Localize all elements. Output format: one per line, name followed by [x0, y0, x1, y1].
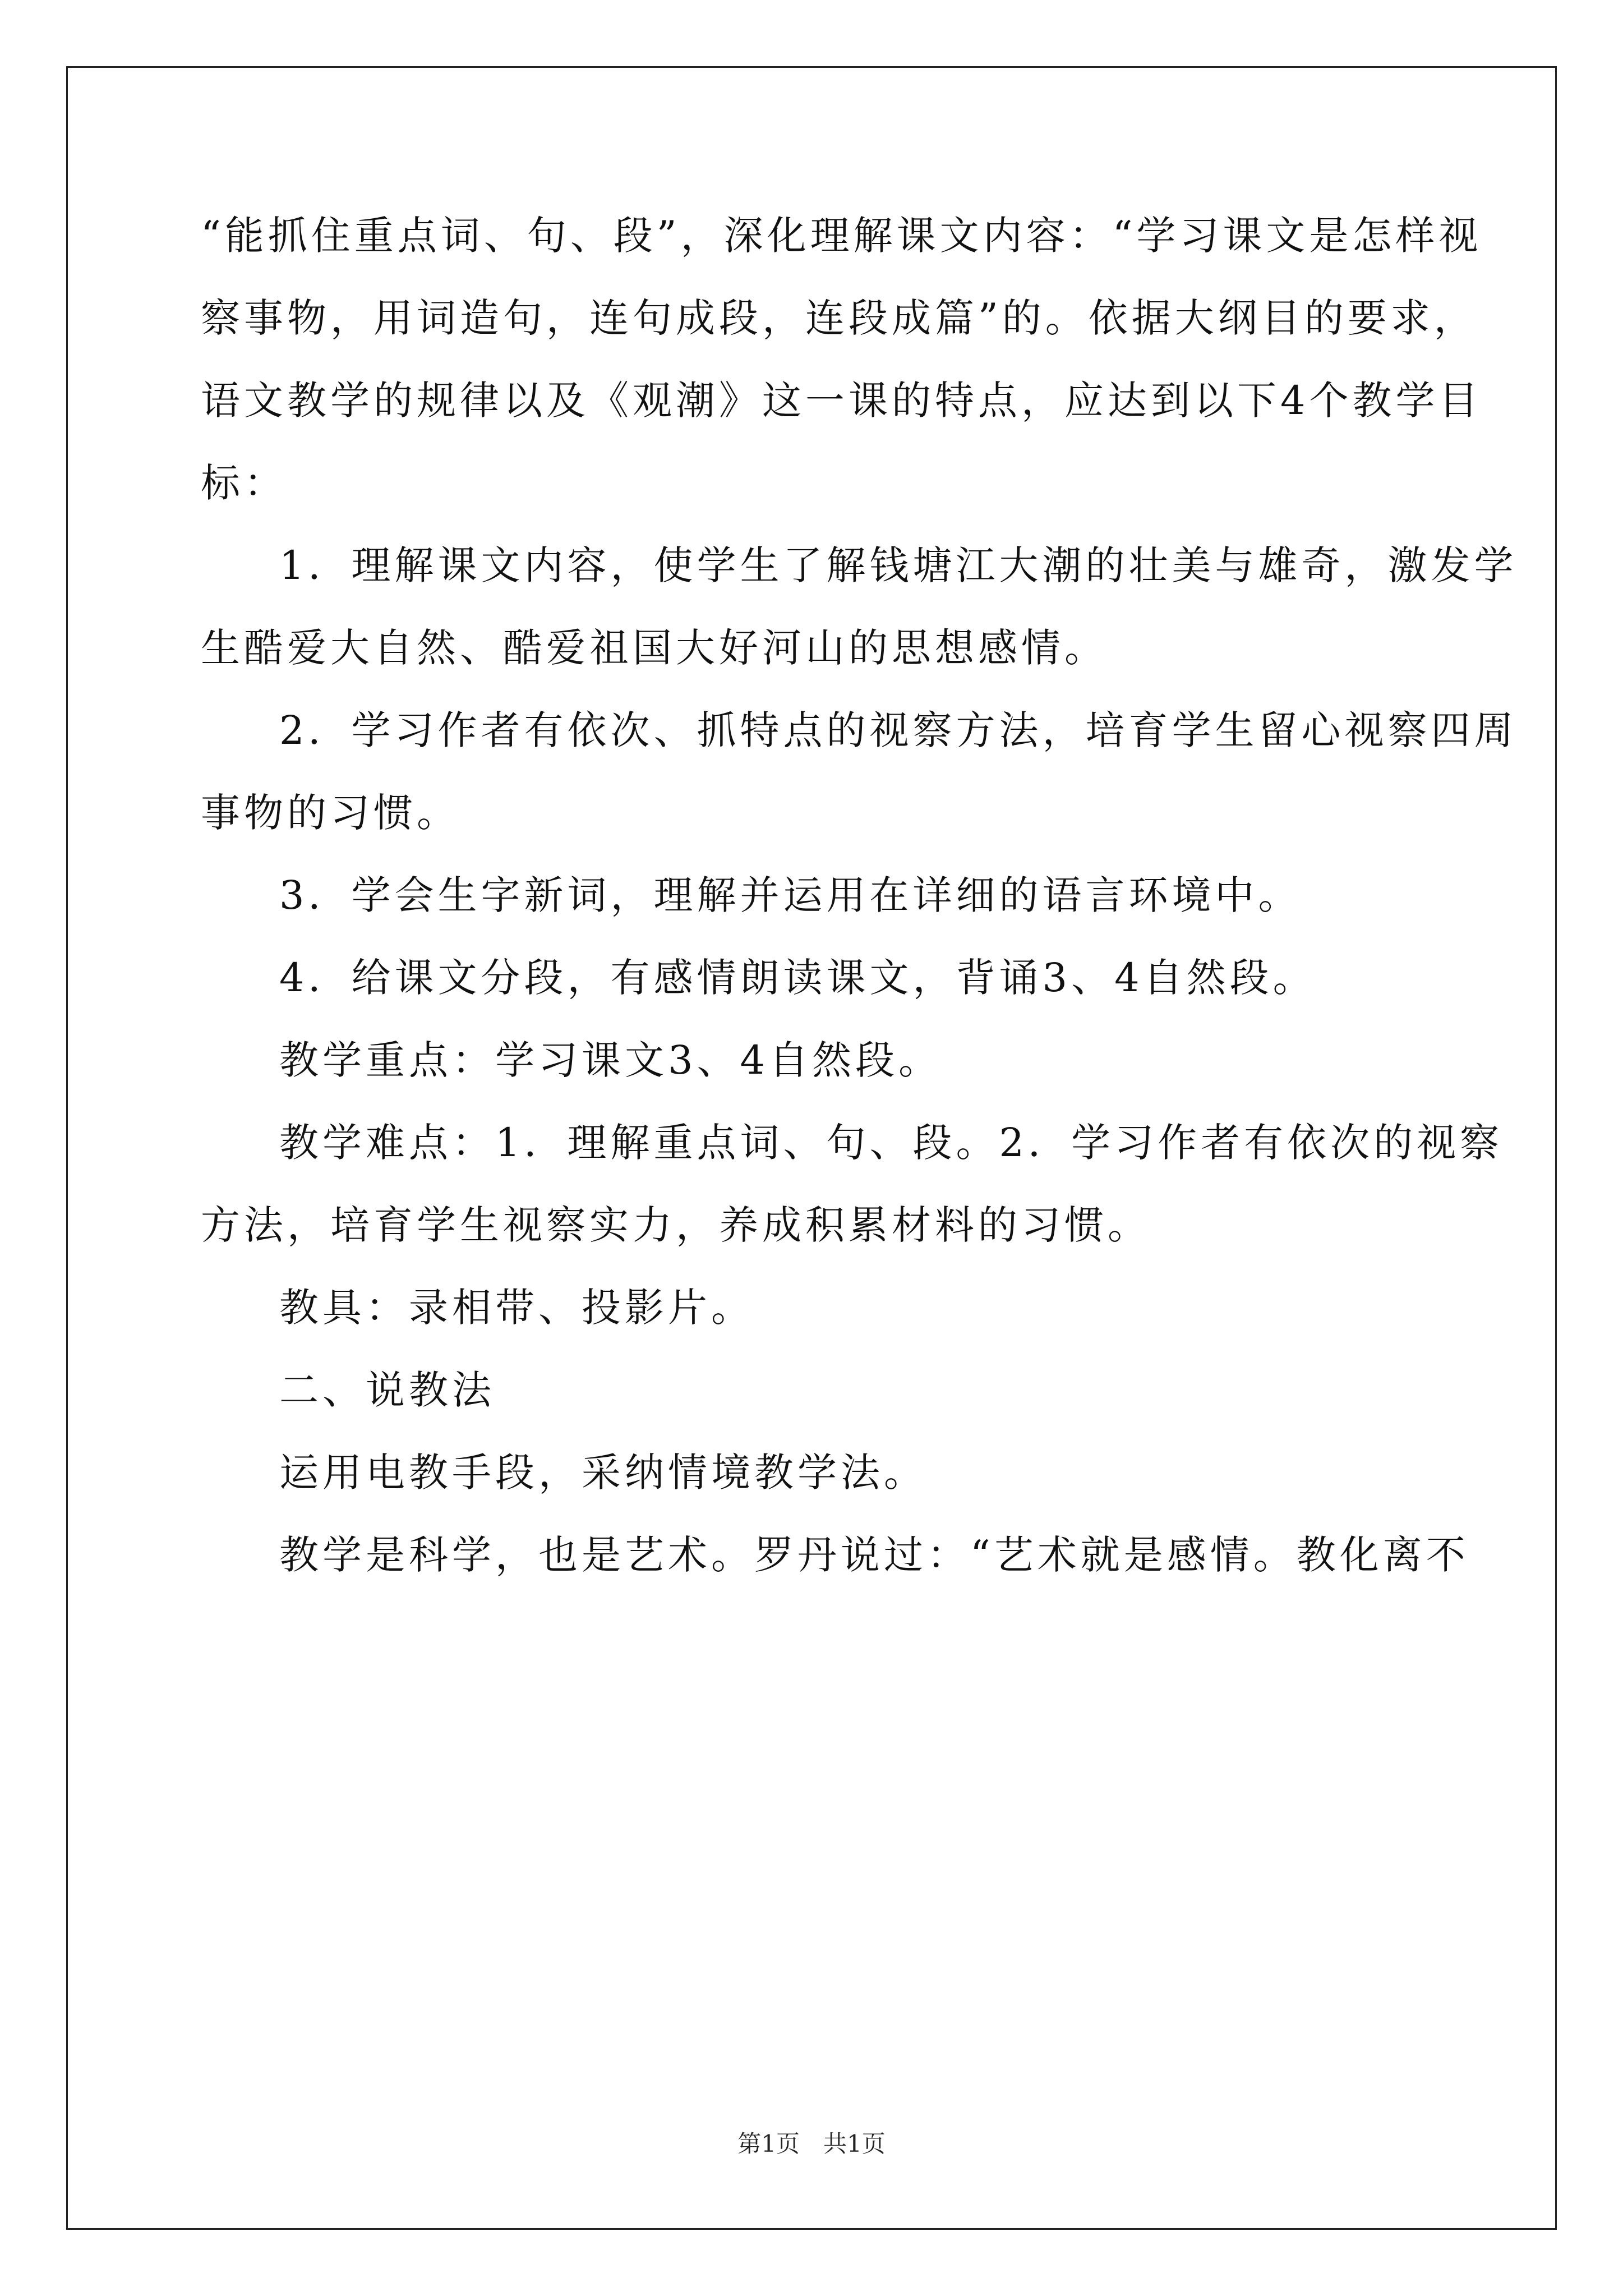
text-line: 生酷爱大自然、酷爱祖国大好河山的思想感情。 [201, 625, 1108, 671]
text-line: 1．理解课文内容，使学生了解钱塘江大潮的壮美与雄奇，激发学 [279, 542, 1518, 588]
text-line: 标： [201, 460, 287, 506]
text-line: 运用电教手段，采纳情境教学法。 [279, 1450, 927, 1496]
section-heading: 二、说教法 [279, 1367, 495, 1413]
text-line: 2．学习作者有依次、抓特点的视察方法，培育学生留心视察四周 [279, 707, 1518, 753]
page-number: 第1页 共1页 [737, 2130, 886, 2157]
text-line: 教学重点：学习课文3、4自然段。 [279, 1037, 942, 1083]
text-line: 教学难点：1．理解重点词、句、段。2．学习作者有依次的视察 [279, 1120, 1504, 1166]
text-line: “能抓住重点词、句、段”，深化理解课文内容：“学习课文是怎样视 [201, 213, 1482, 259]
text-line: 语文教学的规律以及《观潮》这一课的特点，应达到以下4个教学目 [201, 378, 1482, 424]
text-line: 方法，培育学生视察实力，养成积累材料的习惯。 [201, 1202, 1151, 1248]
text-line: 教学是科学，也是艺术。罗丹说过：“艺术就是感情。教化离不 [279, 1532, 1469, 1578]
text-line: 教具：录相带、投影片。 [279, 1285, 754, 1331]
text-line: 4．给课文分段，有感情朗读课文，背诵3、4自然段。 [279, 955, 1316, 1001]
text-line: 3．学会生字新词，理解并运用在详细的语言环境中。 [279, 872, 1302, 918]
text-line: 察事物，用词造句，连句成段，连段成篇”的。依据大纲目的要求， [201, 295, 1477, 341]
text-line: 事物的习惯。 [201, 790, 460, 836]
